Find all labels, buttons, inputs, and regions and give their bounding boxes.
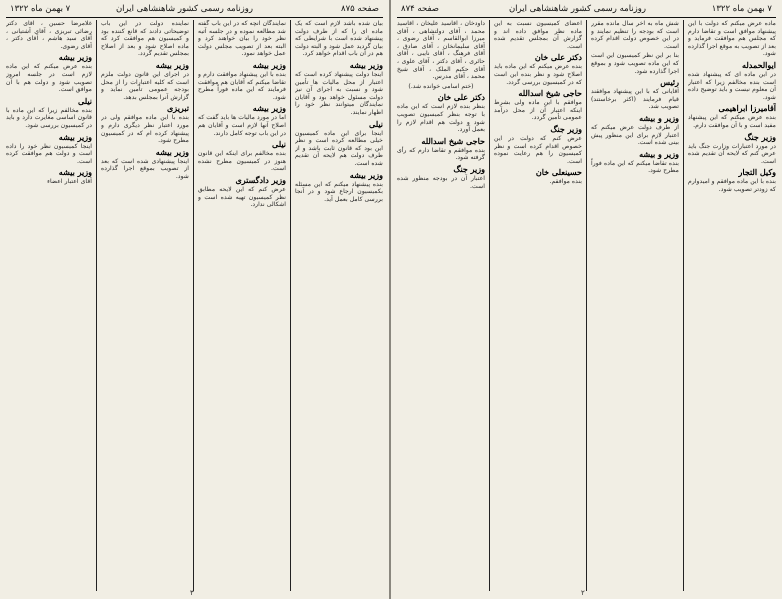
speaker-heading: وزیر و بیشه <box>639 112 679 123</box>
left-page <box>0 0 389 599</box>
left-header-page-label: صفحه ۸۷۵ <box>341 4 379 14</box>
paragraph: بنده عرض میکنم که این پیشنهاد مفید است و با آن موافقت دارم. <box>688 114 776 129</box>
paragraph: بنظر بنده لازم است که این ماده با توجه بنظر کمیسیون تصویب شود و دولت هم اقدام لازم را بعمل آورد. <box>397 103 485 134</box>
paragraph: اما در مورد مالیات ها باید گفت که اصلاح آنها لازم است و آقایان هم در این باب توجه کامل دارند. <box>198 114 286 137</box>
paragraph: در مورد اعتبارات وزارت جنگ باید عرض کنم که لایحه آن تقدیم شده است. <box>688 142 776 165</box>
right-page-header <box>397 3 776 18</box>
right-header-date: ۷ بهمن ماه ۱۳۲۲ <box>711 4 772 14</box>
right-header-title: روزنامه رسمی کشور شاهنشاهی ایران <box>508 4 646 14</box>
paragraph: شش ماه به آخر سال مانده مقرر است که بودجه را تنظیم نمایند و در این خصوص دولت اقدام کرده است. <box>591 20 679 50</box>
paragraph: اینجا کمیسیون نظر خود را داده است و دولت هم موافقت کرده است. <box>6 142 92 165</box>
paragraph: بنده عرض میکنم که این ماده لازم است در جلسه امروز تصویب شود و دولت هم با آن موافق است. <box>6 63 92 94</box>
speaker-heading: وزیر بیشه <box>58 131 92 142</box>
speaker-heading: آقامیرزا ابراهیمی <box>718 103 776 114</box>
speaker-heading: وزیر بیشه <box>155 59 189 70</box>
right-column-3 <box>494 20 582 593</box>
paragraph: بنده مخالفم برای اینکه این قانون هنوز در کمیسیون مطرح نشده است. <box>198 150 286 173</box>
left-header-date: ۷ بهمن ماه ۱۳۲۲ <box>10 4 71 14</box>
right-column-1 <box>688 20 776 593</box>
speaker-heading: وزیر جنگ <box>744 131 776 142</box>
speaker-heading: وزیر و بیشه <box>639 148 679 159</box>
column-divider <box>96 20 97 591</box>
speaker-heading: ایوالحمدله <box>742 59 776 70</box>
left-header-title: روزنامه رسمی کشور شاهنشاهی ایران <box>115 4 253 14</box>
paragraph: از طرف دولت عرض میکنم که اعتبار لازم برای این منظور پیش بینی شده است. <box>591 123 679 147</box>
speaker-heading: رئیس <box>660 77 679 88</box>
speaker-heading: حاجی شیخ اسدالله <box>421 135 485 146</box>
left-page-header <box>6 3 383 18</box>
paragraph: ماده عرض میکنم که دولت با این پیشنهاد موافق است و تقاضا دارم که مجلس هم موافقت فرماید و بعد از تصویب به موقع اجرا گذارده شود. <box>688 20 776 58</box>
paragraph: بنده تقاضا میکنم که این ماده فوراً مطرح شود. <box>591 159 679 175</box>
paragraph: اینجا پیشنهادی شده است که بعد از تصویب بموقع اجرا گذارده شود. <box>101 157 189 180</box>
paragraph: عرض کنم که دولت در این خصوص اقدام کرده است و نظر کمیسیون را هم رعایت نموده است. <box>494 134 582 165</box>
left-column-3 <box>101 20 189 593</box>
paragraph: بنده موافقم و تقاضا دارم که رأی گرفته شود. <box>397 146 485 162</box>
column-divider <box>489 20 490 591</box>
speaker-heading: وزیر بیشه <box>349 59 383 70</box>
paragraph: غلامرضا حسین ، آقای دکتر رضائی تبریزی ، آقای آشتیانی ، آقای سید هاشم ، آقای دکتر ، آقای رضوی. <box>6 20 92 50</box>
speaker-heading: وزیر بیشه <box>58 167 92 178</box>
right-column-2 <box>591 20 679 593</box>
paragraph: بنده با این ماده موافقم و امیدوارم که زودتر تصویب شود. <box>688 178 776 193</box>
speaker-heading: نیلی <box>369 118 383 129</box>
paragraph: بنده با این ماده موافقم ولی در مورد اعتبار نظر دیگری دارم و پیشنهاد کرده ام که در کمیسیون مطرح شود. <box>101 114 189 145</box>
paragraph: نمایندگان آنچه که در این باب گفته شد مطالعه نموده و در جلسه آتیه نظر خود را بیان خواهند کرد و البته بعد از تصویب مجلس دولت عمل خواهد نمود. <box>198 20 286 58</box>
speaker-heading: وزیر بیشه <box>155 146 189 157</box>
speaker-heading: وکیل التجار <box>738 167 776 178</box>
speaker-heading: وزیر بیشه <box>252 59 286 70</box>
centered-note: (ختم اسامی خوانده شد.) <box>408 82 474 90</box>
paragraph: آقای اعتبار اعضاء <box>47 178 92 186</box>
paragraph: اعتبار آن در بودجه منظور شده است. <box>397 174 485 190</box>
paragraph: عرض کنم که این لایحه مطابق نظر کمیسیون تهیه شده است و اشکالی ندارد. <box>198 185 286 209</box>
paragraph: بنده موافقم. <box>549 178 582 186</box>
column-divider <box>193 20 194 591</box>
column-divider <box>586 20 587 591</box>
paragraph: بنده پیشنهاد میکنم که این مسئله بکمیسیون ارجاع شود و در آنجا بررسی کامل بعمل آید. <box>295 180 383 203</box>
speaker-heading: وزیر بیشه <box>349 169 383 180</box>
speaker-heading: وزیر جنگ <box>550 123 582 134</box>
speaker-heading: دکتر علی خان <box>534 52 582 63</box>
paragraph: بنده با این پیشنهاد موافقت دارم و تقاضا میکنم که آقایان هم موافقت فرمایند که این ماده فوراً مطرح شود. <box>198 70 286 101</box>
speaker-heading: حاجی شیخ اسدالله <box>518 88 582 99</box>
speaker-heading: نیلی <box>78 95 92 106</box>
speaker-heading: تبریزی <box>167 103 189 114</box>
right-page-number: ۲ <box>581 589 585 597</box>
left-column-2 <box>198 20 286 593</box>
paragraph: بنا بر این نظر کمیسیون این است که این ماده تصویب شود و بموقع اجرا گذارده شود. <box>591 52 679 75</box>
speaker-heading: وزیر جنگ <box>453 163 485 174</box>
left-column-4 <box>6 20 92 593</box>
column-divider <box>290 20 291 591</box>
paragraph: اینجا دولت پیشنهاد کرده است که اعتبار از محل مالیات ها تأمین شود و نسبت به اجرای آن نیز دولت مسئول خواهد بود و آقایان نمایندگان میتوانند نظر خود را اظهار نمایند. <box>295 70 383 116</box>
right-header-page-label: صفحه ۸۷۴ <box>401 4 439 14</box>
paragraph: داودخان ، آقاسید علیخان ، آقاسید محمد ، آقای دولتشاهی ، آقای میرزا ابوالقاسم ، آقای رضوی ، آقای سلیمانخان ، آقای صادق ، آقای فرهنگ ، آقای نایبی ، آقای حائری ، آقای دکتر ، آقای علوی ، آقای حکیم الملک ، آقای شیخ محمد ، آقای مدرس. <box>397 20 485 81</box>
paragraph: نماینده دولت در این باب توضیحاتی دادند که قانع کننده بود و کمیسیون هم موافقت کرد که ماده اصلاح شود و بعد از اصلاح بمجلس تقدیم گردد. <box>101 20 189 58</box>
left-page-number: ۳ <box>190 589 194 597</box>
speaker-heading: حسینعلی خان <box>535 167 582 178</box>
paragraph: اینجا برای این ماده کمیسیون خیلی مطالعه کرده است و نظر این بود که قانون ثابت باشد و از طرف دولت هم لایحه آن تقدیم شده است. <box>295 129 383 167</box>
paragraph: آقایانی که با این پیشنهاد موافقند قیام فرمایند (اکثر برخاستند) تصویب شد. <box>591 88 679 111</box>
left-column-1 <box>295 20 383 593</box>
speaker-heading: نیلی <box>272 139 286 150</box>
right-column-4 <box>397 20 485 593</box>
paragraph: در این ماده ای که پیشنهاد شده است بنده مخالفم زیرا که اعتبار آن معلوم نیست و باید توضیح داده شود. <box>688 70 776 101</box>
speaker-heading: وزیر بیشه <box>252 103 286 114</box>
paragraph: بیان شده باشد لازم است که یک ماده ای را که از طرف دولت پیشنهاد شده است با شرایطی که بیان گردید عمل شود و البته دولت هم در آن باب اقدام خواهد کرد. <box>295 20 383 58</box>
speaker-heading: دکتر علی خان <box>437 92 485 103</box>
paragraph: بنده مخالفم زیرا که این ماده با قانون اساسی مغایرت دارد و باید در کمیسیون بررسی شود. <box>6 106 92 129</box>
speaker-heading: وزیر دادگستری <box>235 174 286 185</box>
right-page <box>391 0 782 599</box>
paragraph: در اجرای این قانون دولت ملزم است که کلیه اعتبارات را از محل بودجه عمومی تأمین نماید و گزارش آنرا بمجلس بدهد. <box>101 70 189 101</box>
paragraph: موافقم با این ماده ولی بشرط اینکه اعتبار آن از محل درآمد عمومی تأمین گردد. <box>494 99 582 122</box>
column-divider <box>683 20 684 591</box>
paragraph: بنده عرض میکنم که این ماده باید اصلاح شود و نظر بنده این است که در کمیسیون بررسی گردد. <box>494 63 582 86</box>
speaker-heading: وزیر بیشه <box>58 52 92 63</box>
paragraph: اعضای کمیسیون نسبت به این ماده نظر موافق داده اند و گزارش آن بمجلس تقدیم شده است. <box>494 20 582 50</box>
